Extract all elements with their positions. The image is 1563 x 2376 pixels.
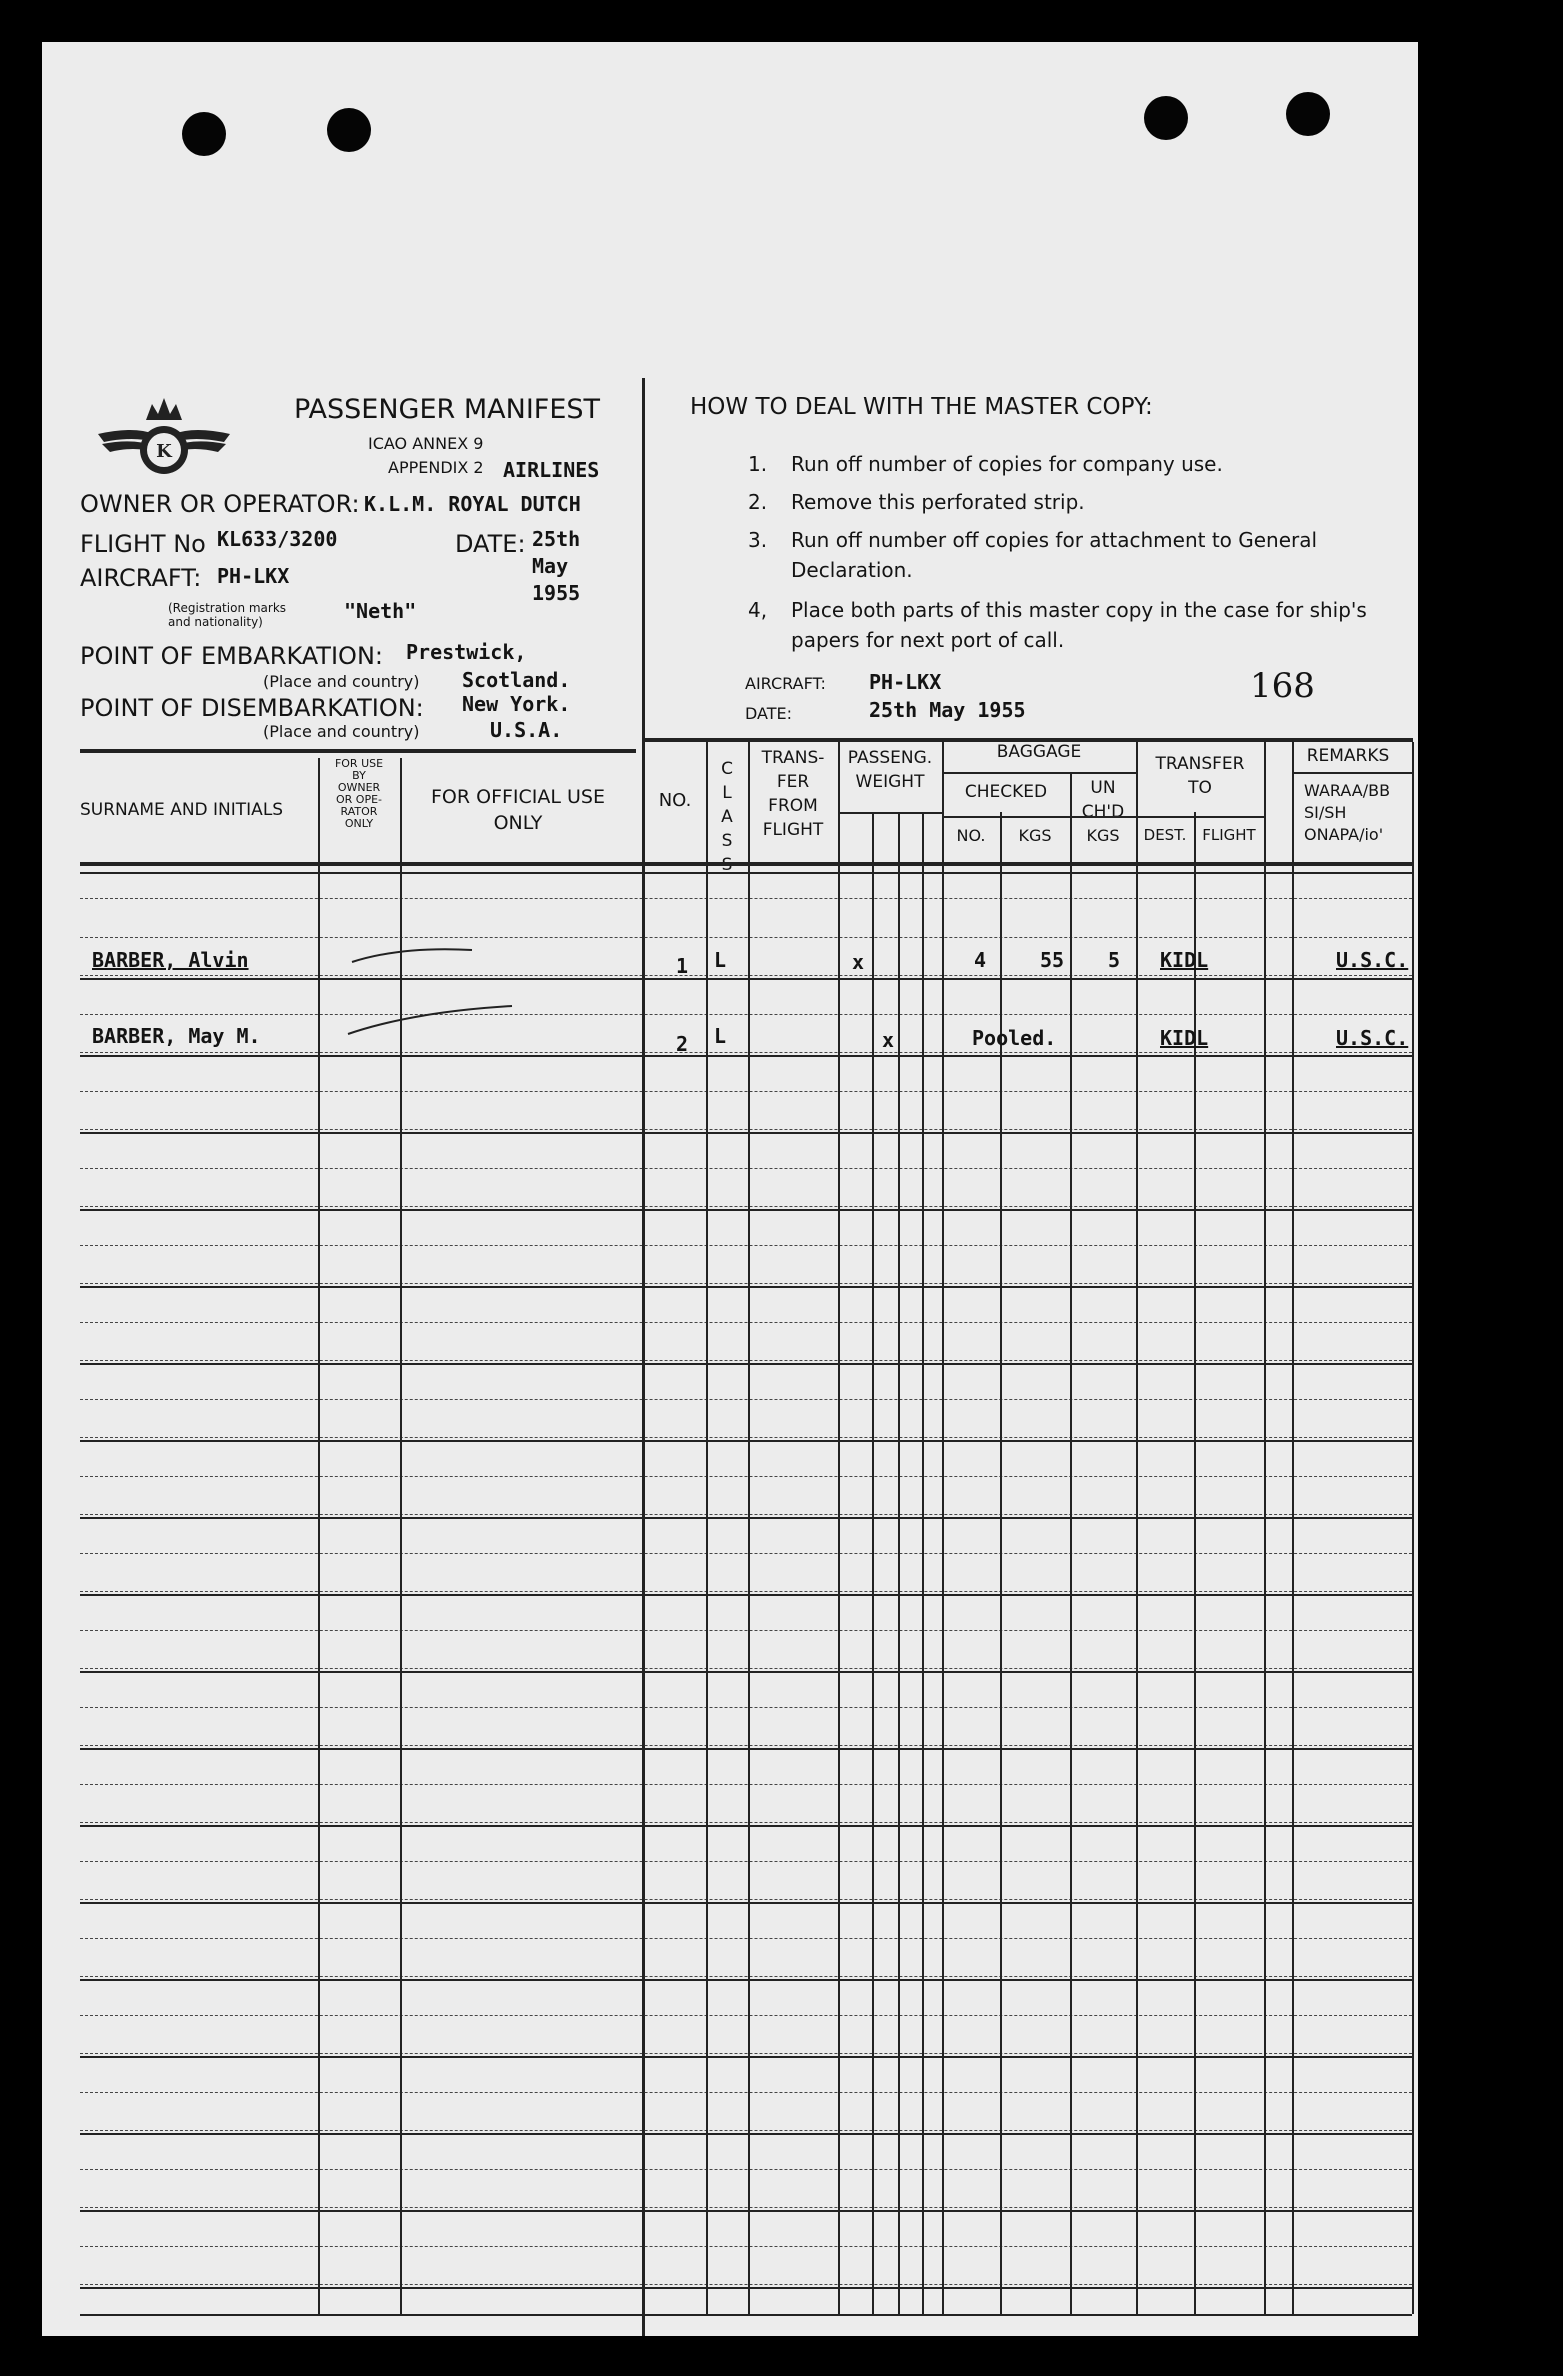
row-line <box>80 2053 1412 2054</box>
punch-hole <box>182 112 226 156</box>
row-line <box>80 2207 1412 2208</box>
col-header-baggage: BAGGAGE <box>996 742 1082 762</box>
row-2-dest: KIDL <box>1160 1026 1209 1050</box>
row-line <box>80 1206 1412 1207</box>
row-line <box>80 2246 1412 2247</box>
instructions-date-label: DATE: <box>745 704 793 723</box>
punch-hole <box>327 108 371 152</box>
row-line <box>80 1938 1412 1939</box>
row-line <box>80 1979 1412 1981</box>
row-line <box>80 1591 1412 1592</box>
col-divider <box>706 742 708 2314</box>
col-divider <box>838 742 840 2314</box>
row-line <box>80 898 1412 899</box>
owner-label: OWNER OR OPERATOR: <box>80 490 360 518</box>
header-line: FOR USE <box>334 757 384 770</box>
header-line: PASSENG. <box>847 748 933 768</box>
row-line <box>80 1363 1412 1365</box>
instruction-text: Remove this perforated strip. <box>791 490 1085 514</box>
col-header-dest: DEST. <box>1143 826 1187 844</box>
form-subtitle-annex: ICAO ANNEX 9 <box>368 434 484 453</box>
row-line <box>80 1399 1412 1400</box>
class-letter: C <box>721 759 733 779</box>
col-header-unchd-kgs: KGS <box>1086 826 1120 845</box>
instruction-text: papers for next port of call. <box>791 628 1065 652</box>
row-line <box>80 2133 1412 2135</box>
row-line <box>80 975 1412 976</box>
row-line <box>80 1055 1412 1057</box>
row-1-dest: KIDL <box>1160 948 1209 972</box>
row-line <box>80 2210 1412 2212</box>
row-line <box>80 1976 1412 1977</box>
punch-hole <box>1144 96 1188 140</box>
svg-text:K: K <box>156 441 172 462</box>
remarks-code: WARAA/BB <box>1304 781 1391 800</box>
header-line: FLIGHT <box>762 820 824 840</box>
header-line: FER <box>776 772 810 792</box>
class-letter: L <box>722 783 732 803</box>
col-header-checked: CHECKED <box>964 782 1048 802</box>
row-line <box>80 1014 1412 1015</box>
instructions-date-value: 25th May 1955 <box>869 698 1026 722</box>
row-line <box>80 1168 1412 1169</box>
row-line <box>80 1283 1412 1284</box>
col-header-bag-no: NO. <box>956 826 986 845</box>
instruction-text: Run off number off copies for attachment to General <box>791 528 1318 552</box>
remarks-codes <box>1304 780 1390 846</box>
row-line <box>80 1861 1412 1862</box>
row-line <box>80 1440 1412 1442</box>
col-header-surname: SURNAME AND INITIALS <box>80 800 284 820</box>
row-line <box>80 2314 1412 2316</box>
owner-value-airlines: AIRLINES <box>503 458 600 482</box>
date-label: DATE: <box>455 530 526 558</box>
row-line <box>80 1360 1412 1361</box>
col-divider <box>898 812 900 2314</box>
embarkation-value: Prestwick, <box>406 640 527 664</box>
header-line: OWNER <box>337 781 381 794</box>
row-1-remarks: U.S.C. <box>1336 948 1409 972</box>
row-1-bag-no: 4 <box>974 948 987 972</box>
col-header-bag-kgs: KGS <box>1018 826 1052 845</box>
row-line <box>80 978 1412 980</box>
manifest-sheet <box>42 42 1418 2336</box>
class-letter: S <box>721 855 733 875</box>
row-line <box>80 1322 1412 1323</box>
instructions-aircraft-label: AIRCRAFT: <box>745 674 826 693</box>
disembarkation-value: New York. <box>462 692 571 716</box>
aircraft-value: PH-LKX <box>217 564 290 588</box>
nationality-note: and nationality) <box>168 615 263 629</box>
remarks-code: ONAPA/io' <box>1304 825 1384 844</box>
class-letter: A <box>721 807 733 827</box>
row-2-remarks: U.S.C. <box>1336 1026 1409 1050</box>
row-line <box>80 2015 1412 2016</box>
row-line <box>80 2169 1412 2170</box>
col-divider <box>1264 742 1266 2314</box>
row-line <box>80 1129 1412 1130</box>
disembarkation-label: POINT OF DISEMBARKATION: <box>80 694 424 722</box>
place-country-note: (Place and country) <box>263 722 420 741</box>
header-line: ONLY <box>493 812 543 834</box>
form-subtitle-appendix: APPENDIX 2 <box>388 458 484 477</box>
date-value-month: May <box>532 554 569 578</box>
row-line <box>80 1784 1412 1785</box>
header-line: CH'D <box>1081 802 1125 822</box>
form-title: PASSENGER MANIFEST <box>294 394 601 425</box>
col-divider <box>318 758 320 2314</box>
header-divider <box>80 862 1412 866</box>
row-1-name: BARBER, Alvin <box>92 948 249 972</box>
row-line <box>80 1514 1412 1515</box>
header-divider <box>80 872 1412 874</box>
klm-crown-logo <box>94 390 234 482</box>
pen-mark <box>342 932 522 1052</box>
row-line <box>80 1286 1412 1288</box>
col-divider <box>642 742 644 2314</box>
row-2-no: 2 <box>676 1032 689 1056</box>
header-line: BY <box>352 769 366 782</box>
row-line <box>80 1091 1412 1092</box>
row-line <box>80 2284 1412 2285</box>
col-header-official <box>400 784 636 836</box>
class-letter: S <box>721 831 733 851</box>
row-line <box>80 1899 1412 1900</box>
date-value-year: 1955 <box>532 581 581 605</box>
col-divider <box>1136 742 1138 2314</box>
row-line <box>80 1745 1412 1746</box>
instruction-text: Run off number of copies for company use. <box>791 452 1223 476</box>
row-line <box>80 1748 1412 1750</box>
row-line <box>80 2056 1412 2058</box>
instruction-text: Place both parts of this master copy in the case for ship's <box>791 598 1367 622</box>
col-divider <box>1412 742 1414 2314</box>
row-line <box>80 1825 1412 1827</box>
col-divider <box>922 812 924 2314</box>
col-header-flight: FLIGHT <box>1202 826 1256 844</box>
col-divider <box>1292 742 1294 2314</box>
header-line: TRANS- <box>761 748 825 768</box>
row-2-name: BARBER, May M. <box>92 1024 261 1048</box>
col-header-transfer-to <box>1136 752 1264 800</box>
row-2-class: L <box>714 1024 727 1048</box>
divider <box>80 749 636 753</box>
row-line <box>80 2130 1412 2131</box>
row-line <box>80 937 1412 938</box>
header-line: FROM <box>768 796 818 816</box>
row-line <box>80 1630 1412 1631</box>
row-line <box>80 1671 1412 1673</box>
header-line: FOR OFFICIAL USE <box>430 786 605 808</box>
row-line <box>80 1209 1412 1211</box>
header-divider <box>838 812 942 814</box>
date-value-day: 25th <box>532 527 581 551</box>
row-1-no: 1 <box>676 954 689 978</box>
svg-text:CLASS <box>721 759 733 875</box>
col-divider <box>942 742 944 2314</box>
registration-value: "Neth" <box>344 599 417 623</box>
col-header-pass-weight <box>838 746 942 794</box>
row-line <box>80 1132 1412 1134</box>
header-line: OR OPE- <box>335 793 382 806</box>
place-country-note: (Place and country) <box>263 672 420 691</box>
row-2-pooled: Pooled. <box>972 1026 1057 1050</box>
col-header-remarks: REMARKS <box>1306 746 1390 766</box>
row-1-unchd-kgs: 5 <box>1108 948 1121 972</box>
owner-value: K.L.M. ROYAL DUTCH <box>364 492 581 516</box>
col-divider <box>872 812 874 2314</box>
row-line <box>80 1707 1412 1708</box>
row-line <box>80 2092 1412 2093</box>
embarkation-label: POINT OF EMBARKATION: <box>80 642 383 670</box>
row-line <box>80 1822 1412 1823</box>
header-line: ONLY <box>344 817 374 830</box>
instruction-number: 3. <box>748 528 768 552</box>
col-header-owner-use <box>318 758 400 830</box>
row-line <box>80 1245 1412 1246</box>
col-divider <box>1070 772 1072 2314</box>
row-line <box>80 1594 1412 1596</box>
remarks-code: SI/SH <box>1304 803 1347 822</box>
instruction-number: 2. <box>748 490 768 514</box>
registration-note: (Registration marks <box>168 601 287 615</box>
row-line <box>80 2287 1412 2289</box>
header-line: UN <box>1090 778 1116 798</box>
row-1-class: L <box>714 948 727 972</box>
row-line <box>80 1553 1412 1554</box>
instruction-number: 4, <box>748 598 768 622</box>
embarkation-country: Scotland. <box>462 668 571 692</box>
flight-value: KL633/3200 <box>217 527 338 551</box>
flight-label: FLIGHT No <box>80 530 206 558</box>
aircraft-label: AIRCRAFT: <box>80 564 202 592</box>
header-divider <box>942 816 1136 818</box>
header-divider <box>1292 772 1412 774</box>
punch-hole <box>1286 92 1330 136</box>
header-divider <box>942 772 1136 774</box>
row-line <box>80 1517 1412 1519</box>
col-header-transfer-from <box>748 746 838 842</box>
row-1-bag-kgs: 55 <box>1040 948 1065 972</box>
page-number: 168 <box>1250 666 1315 706</box>
header-divider <box>1136 816 1264 818</box>
row-line <box>80 1437 1412 1438</box>
row-line <box>80 1668 1412 1669</box>
instructions-aircraft-value: PH-LKX <box>869 670 942 694</box>
header-line: RATOR <box>340 805 378 818</box>
header-line: TRANSFER <box>1155 754 1245 774</box>
row-line <box>80 1476 1412 1477</box>
instructions-title: HOW TO DEAL WITH THE MASTER COPY: <box>690 394 1153 420</box>
col-divider <box>748 742 750 2314</box>
row-1-weight-mark: x <box>852 950 865 974</box>
row-line <box>80 1052 1412 1053</box>
row-2-weight-mark: x <box>882 1028 895 1052</box>
header-line: WEIGHT <box>855 772 925 792</box>
instruction-text: Declaration. <box>791 558 913 582</box>
disembarkation-country: U.S.A. <box>490 718 563 742</box>
col-header-no: NO. <box>658 790 692 811</box>
row-line <box>80 1902 1412 1904</box>
instruction-number: 1. <box>748 452 768 476</box>
header-line: TO <box>1188 778 1212 798</box>
